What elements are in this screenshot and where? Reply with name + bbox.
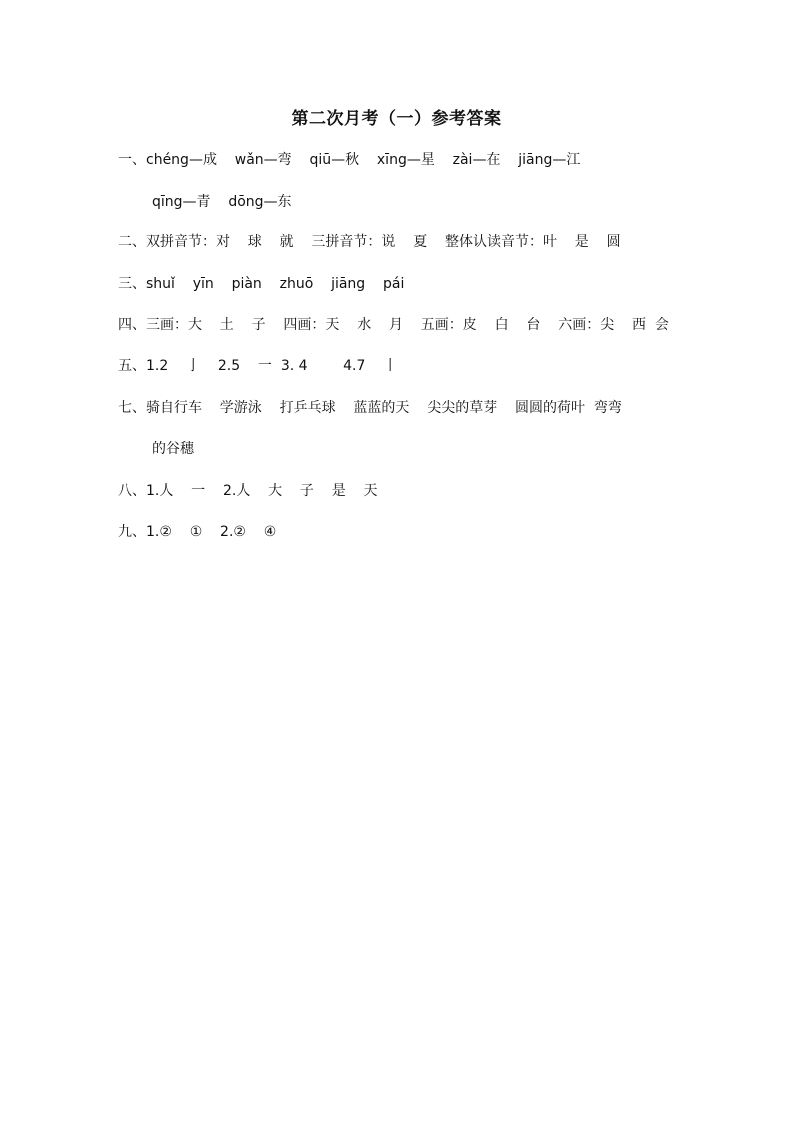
answer-line-1-continued: qīng—青 dōng—东 xyxy=(152,194,292,210)
answer-line-8: 八、1.人 一 2.人 大 子 是 天 xyxy=(118,483,378,499)
answer-line-4: 四、三画：大 土 子 四画：天 水 月 五画：皮 白 台 六画：尖 西 会 xyxy=(118,317,669,333)
answer-line-3: 三、shuǐ yīn piàn zhuō jiāng pái xyxy=(118,276,405,292)
answer-line-7: 七、骑自行车 学游泳 打乒乓球 蓝蓝的天 尖尖的草芽 圆圆的荷叶 弯弯 xyxy=(118,400,622,416)
answer-line-9: 九、1.② ① 2.② ④ xyxy=(118,524,277,540)
answer-line-1: 一、chéng—成 wǎn—弯 qiū—秋 xīng—星 zài—在 jiāng—江 xyxy=(118,152,581,168)
answer-line-7-continued: 的谷穗 xyxy=(152,441,194,457)
page-title: 第二次月考（一）参考答案 xyxy=(291,109,502,129)
answer-line-5: 五、1.2 亅 2.5 一 3. 4 4.7 丨 xyxy=(118,358,398,374)
answer-line-2: 二、双拼音节：对 球 就 三拼音节：说 夏 整体认读音节：叶 是 圆 xyxy=(118,234,621,250)
